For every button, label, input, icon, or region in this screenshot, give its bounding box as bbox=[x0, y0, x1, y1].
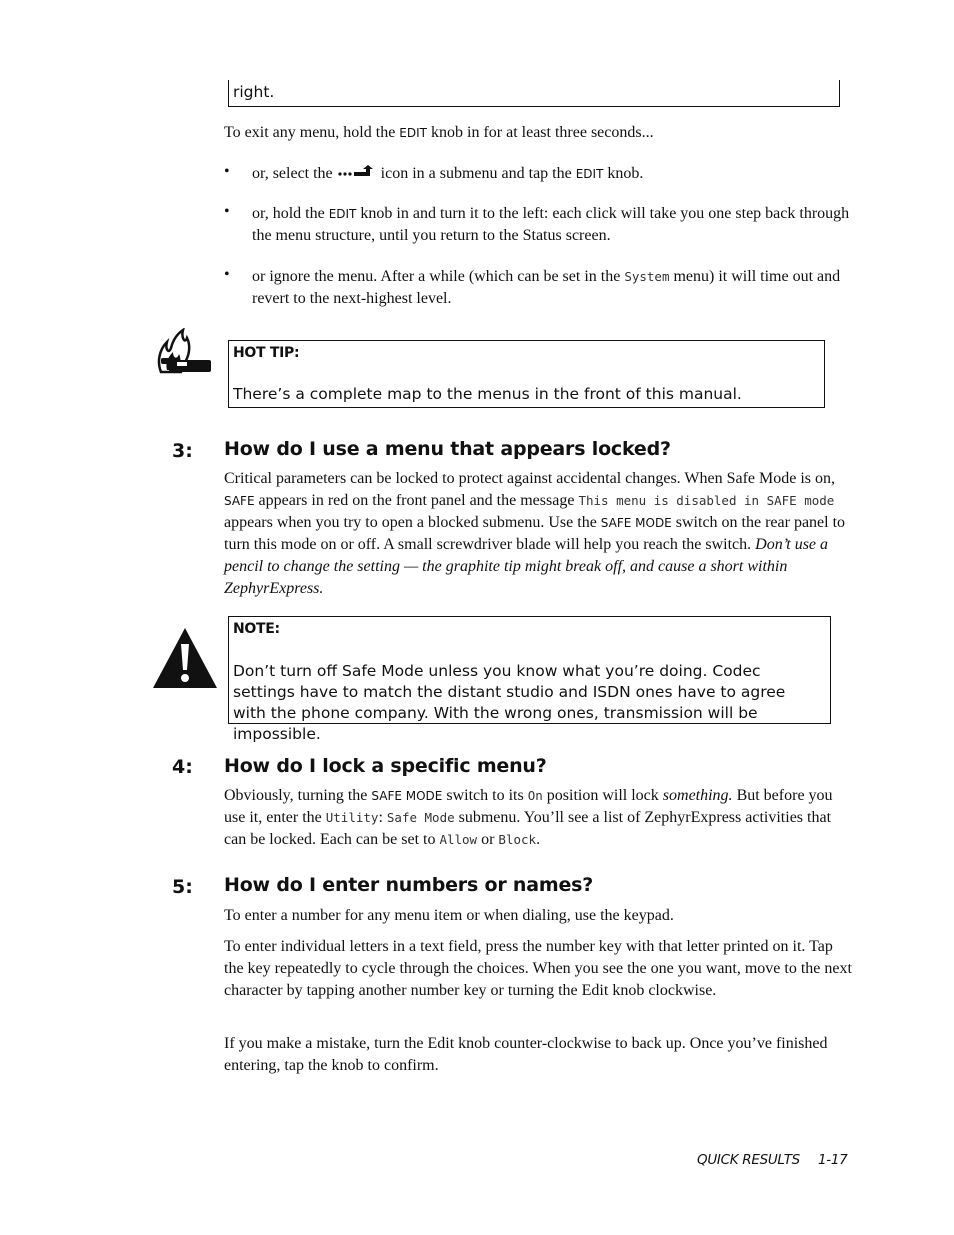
hot-tip-heading: HOT TIP: bbox=[233, 345, 300, 361]
page-number: 1-17 bbox=[818, 1152, 848, 1168]
dots-arrow-icon bbox=[337, 164, 377, 178]
note-heading: NOTE: bbox=[233, 621, 280, 637]
bullet-ignore-menu: or ignore the menu. After a while (which can be set in the System menu) it will time out and revert to the next-highest level. bbox=[252, 268, 841, 307]
section-4-body: Obviously, turning the SAFE MODE switch to its On position will lock something. But before you use it, enter the Utility: Safe Mode submenu. You’ll see a list of ZephyrExpress activities that can be locked. Each can be set to Allow or Block. bbox=[224, 787, 833, 848]
section-number: 5: bbox=[172, 876, 193, 898]
continued-table-cell bbox=[228, 80, 840, 107]
section-number: 4: bbox=[172, 756, 193, 778]
section-title: How do I lock a specific menu? bbox=[224, 755, 547, 777]
section-3-body: Critical parameters can be locked to protect against accidental changes. When Safe Mode is on, SAFE appears in red on the front panel and the message This menu is disabled in SAFE mode appears when you try to open a blocked submenu. Use the SAFE MODE switch on the rear panel to turn this mode on or off. A small screwdriver blade will help you reach the switch. Don’t use a pencil to change the setting — the graphite tip might break off, and cause a short within ZephyrExpress. bbox=[224, 470, 846, 597]
bullet-hold-turn: or, hold the EDIT knob in and turn it to the left: each click will take you one step back through the menu structure, until you return to the Status screen. bbox=[252, 205, 850, 244]
note-text: Don’t turn off Safe Mode unless you know what you’re doing. Codec settings have to match the distant studio and ISDN ones have to agree with the phone company. With the wrong ones, transmission will be impossible. bbox=[233, 662, 786, 743]
section-5-para-1: To enter a number for any menu item or when dialing, use the keypad. bbox=[224, 907, 674, 924]
continued-cell-text: right. bbox=[233, 83, 275, 101]
bullet-marker: • bbox=[224, 163, 230, 180]
footer-section-name: QUICK RESULTS bbox=[697, 1152, 800, 1168]
section-number: 3: bbox=[172, 440, 193, 462]
note-box bbox=[228, 616, 831, 743]
section-title: How do I enter numbers or names? bbox=[224, 874, 594, 896]
flame-hand-icon bbox=[155, 328, 213, 376]
hot-tip-box bbox=[228, 340, 825, 408]
hot-tip-text: There’s a complete map to the menus in the front of this manual. bbox=[233, 385, 742, 403]
warning-triangle-icon bbox=[151, 626, 219, 690]
exit-intro: To exit any menu, hold the EDIT knob in for at least three seconds... bbox=[224, 124, 654, 141]
section-title: How do I use a menu that appears locked? bbox=[224, 438, 671, 460]
bullet-select-exit: or, select the icon in a submenu and tap the EDIT knob. bbox=[252, 165, 644, 182]
section-5-para-3: If you make a mistake, turn the Edit knob counter-clockwise to back up. Once you’ve finished entering, tap the knob to confirm. bbox=[224, 1035, 828, 1074]
bullet-marker: • bbox=[224, 266, 230, 283]
section-5-para-2: To enter individual letters in a text field, press the number key with that letter printed on it. Tap the key repeatedly to cycle through the choices. When you see the one you want, move to the next character by tapping another number key or turning the Edit knob clockwise. bbox=[224, 938, 852, 999]
bullet-marker: • bbox=[224, 203, 230, 220]
